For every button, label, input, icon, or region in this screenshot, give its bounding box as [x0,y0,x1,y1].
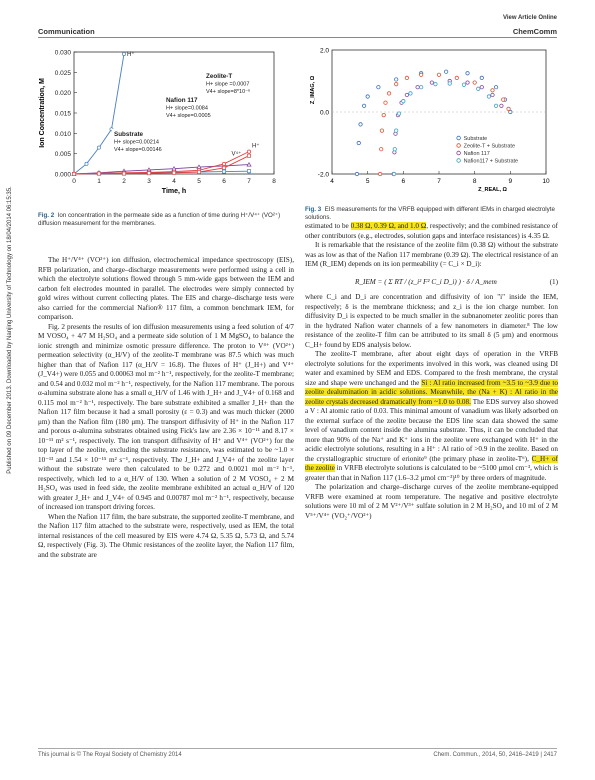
footer-citation: Chem. Commun., 2014, 50, 2416–2419 | 2417 [433,752,557,758]
fig3-caption-label: Fig. 3 [305,206,322,213]
fig3-point [477,87,480,90]
fig2-point [222,162,225,165]
fig3-point [494,86,497,89]
fig3-point [434,82,437,85]
fig3-point [494,104,497,107]
fig3-point [448,82,451,85]
fig3-xtick-label: 8 [472,178,477,185]
fig3-point [430,81,433,84]
fig3-point [377,86,380,89]
fig2-curve-label-v: V⁴⁺ [231,151,242,158]
fig3-point [362,104,365,107]
fig3-caption-text: EIS measurements for the VRFB equipped with different IEMs in charged electrolyte solutions. [305,206,555,221]
fig2-ytick-label: 0.000 [54,171,71,179]
fig3-xtick-label: 5 [365,178,370,185]
fig2-point [85,162,88,165]
fig3-legend-marker [457,159,461,163]
fig3-point [466,81,469,84]
fig3-point [437,73,440,76]
fig2-annot-nafion: Nafion 117 [166,97,198,104]
header-rule [38,37,557,38]
fig3-point [378,172,381,175]
fig3-legend-entry: Substrate [463,136,488,142]
footer-rule [38,748,557,749]
fig2-point [247,154,250,157]
fig2-curve-label-h: H⁺ [127,52,135,59]
fig2-xlabel: Time, h [161,188,187,195]
fig3-point [409,92,412,95]
fig3-point [393,148,396,151]
right-para-1-b: , respectively; and the combined resistance of other contributors (e.g., electrodes, solution gaps and interface resistances) is 4.35 Ω. [305,222,558,240]
fig2-xtick-label: 3 [147,178,151,185]
fig2-point [97,172,100,175]
left-para-1: The H⁺/V⁴⁺ (VO²⁺) ion diffusion, electrochemical impedance spectroscopy (EIS), RFB polarization, and charge–discharge measurements were performed using a cell in which the electrolyte solutions flowed through 5 mm-wide gaps between the IEM and carbon felt electrodes mounted in parallel. The electrodes were simply connected by gold wires without current collecting plates. The EIS and charge–discharge tests were also carried for the commercial Nafion® 117 film, a common benchmark IEM, for comparison. [38,256,294,321]
fig2-xtick-label: 5 [197,178,201,185]
fig3-point [397,112,400,115]
fig2-point [222,170,225,173]
fig3-svg [304,44,560,199]
fig2-caption-label: Fig. 2 [38,212,55,219]
right-para-4-a: The zeolite-T membrane, after about eight days of operation in the VRFB electrolyte solutions for the experiments involved in this work, was cleaned using DI water and examined by SEM and EDS. Compared to the fresh membrane, the crystal size and shape were unchanged and the [305,350,558,387]
fig2-point [222,166,225,169]
left-column [38,256,294,560]
right-para-4-b: The EDS survey also showed a V : Al atomic ratio of 0.03. This minimal amount of vanadium was likely adsorbed on the external surface of the zeolite because the EDS line scan data showed the same level of vanadium content inside the alumina substrate. Thus, it can be concluded that more than 90% of the Na⁺ and K⁺ ions in the zeolite were exchanged with H⁺ in the acidic electrolyte solutions, resulting in a H⁺ : Al ratio of >0.9 in the zeolite. Based on the crystallographic structure of erionite⁹ (the primary phase in zeolite-T⁶), [305,397,559,463]
fig3-point [387,92,390,95]
highlight-ratio: Si : Al ratio increased from ~3.5 to ~3.9 due to zeolite dealumination in acidic solutions. Meanwhile, the (Na + K) : Al ratio in the zeolite crystals decreased dramatically from ~1.0 to 0.08. [305,378,558,406]
right-para-4-c: in VRFB electrolyte solutions is calculated to be ~5100 μmol cm⁻³, which is greater than that in Nafion 117 (1.6–3.2 μmol cm⁻³)¹⁰ by three orders of magnitude. [305,464,558,482]
fig2-annot-substrate: H+ slope=0.00214 [114,139,159,146]
highlight-concentration: C_H+ of the zeolite [305,454,558,472]
fig2-xtick-label: 8 [272,178,276,185]
left-para-2: Fig. 2 presents the results of ion diffusion measurements using a feed solution of 4/7 M VOSO₄ + 4/7 M H₂SO₄ and a permeate side solution of 1 M MgSO₄ to balance the ionic strength and minimize osmotic pressure difference. The proton to V⁴⁺ (VO²⁺) permeation selectivity (α_H/V) of the zeolite-T membrane was 87.5 which was much higher than that of Nafion 117 (α_H/V = 16.8). The fluxes of H⁺ (J_H+) and V⁴⁺ (J_V4+) were 0.055 and 0.00063 mol m⁻² h⁻¹, respectively, for the zeolite-T membrane; and 0.54 and 0.032 mol m⁻² h⁻¹, respectively, for the Nafion 117 membrane. The porous α-alumina substrate alone has a small α_H/V of 1.46 with J_H+ and J_V4+ of 0.168 and 0.115 mol m⁻² h⁻¹, respectively. The bare substrate exhibited a smaller J_H+ than the Nafion 117 film because it had a small porosity (ε = 0.3) and was much thicker (2000 μm) than the Nafion film (180 μm). The transport diffusivity of H⁺ in the Nafion 117 and porous α-alumina substrates obtained using Fick's law are 2.36 × 10⁻¹¹ and 8.17 × 10⁻¹¹ m² s⁻¹, respectively. The ion transport diffusivity of H⁺ and V⁴⁺ (VO²⁺) for the top layer of the zeolite, excluding the substrate resistance, was estimated to be ~1.0 × 10⁻¹³ and 1.54 × 10⁻¹⁵ m² s⁻¹, respectively. The J_H+ and J_V4+ of the zeolite layer without the substrate were then calculated to be 0.272 and 0.0021 mol m⁻² h⁻¹, respectively, which led to a α_H/V of 130. When a solution of 2 M VOSO₄ + 2 M H₂SO₄ was used in feed side, the zeolite membrane exhibited an actual α_H/V of 120 with greater J_H+ and J_V4+ of 0.945 and 0.00787 mol m⁻² h⁻¹, respectively, because of increased ion transport driving forces. [38,322,294,511]
fig2-annot-nafion: V4+ slope=0.0005 [166,113,211,119]
right-para-4 [305,350,558,483]
fig3-legend-marker [457,136,461,140]
fig3-point [395,78,398,81]
fig2-caption-text: Ion concentration in the permeate side as a function of time during H⁺/V⁴⁺ (VO²⁺) diffusion measurement for the membranes. [38,212,281,227]
fig3-point [416,86,419,89]
fig3-point [491,93,494,96]
fig2-point [147,172,150,175]
right-column [305,222,558,521]
fig3-point [355,172,358,175]
fig3-legend-entry: Zeolite-T + Substrate [463,143,516,150]
fig3-point [502,98,505,101]
highlight-resistances: 0.38 Ω, 0.39 Ω, and 1.0 Ω [350,222,427,230]
fig2-point [122,52,125,55]
right-para-1 [305,222,558,241]
fig2-point [247,150,250,153]
fig2-ytick-label: 0.005 [54,151,71,159]
fig3-legend-marker [457,144,461,148]
fig2-xtick-label: 2 [122,178,126,185]
fig3-ylabel: Z_IMAG, Ω [310,75,316,105]
fig2-series-line [74,54,124,174]
fig2-annot-zeolite: Zeolite-T [206,73,233,80]
fig2-point [197,165,201,169]
equation-1-number: (1) [549,277,558,286]
fig3-legend-marker [457,151,461,155]
fig3-point [444,70,447,73]
fig2-ytick-label: 0.015 [54,110,71,118]
fig3-ytick-label: 2.0 [319,47,329,55]
fig2-point [72,172,75,175]
fig2-xtick-label: 1 [97,178,101,185]
fig3-point [500,104,503,107]
fig2-annot-substrate: Substrate [114,131,144,138]
fig3-xtick-label: 6 [401,178,406,185]
fig3-xlabel: Z_REAL, Ω [478,187,507,193]
fig2-chart [36,44,298,204]
fig3-point [380,148,383,151]
view-article-online-link[interactable]: View Article Online [502,15,557,21]
fig3-legend-entry: Nafion117 + Substrate [463,158,519,165]
fig3-point [357,141,360,144]
fig2-point [197,170,200,173]
fig3-point [384,101,387,104]
fig3-point [359,123,362,126]
fig2-svg [36,44,298,204]
fig3-point [395,82,398,85]
fig2-annot-zeolite: V4+ slope=8*10⁻⁶ [206,89,251,95]
fig2-annot-zeolite: H+ slope =0.0007 [206,81,250,88]
fig3-point [392,172,395,175]
fig2-annot-substrate: V4+ slope=0.00146 [114,147,162,153]
fig2-point [172,171,175,174]
fig2-xtick-label: 6 [222,178,226,185]
right-para-1-a: estimated to be [305,222,351,230]
fig2-xtick-label: 0 [72,178,76,185]
fig3-point [462,83,465,86]
fig3-point [405,93,408,96]
fig3-point [402,99,405,102]
fig3-point [419,73,422,76]
fig3-point [480,86,483,89]
fig2-point [122,172,125,175]
equation-1-body: R_IEM = ( Σ RT / (z_i² F² C_i D_i) ) · δ / A_mem [355,277,497,286]
section-label: Communication [38,27,95,36]
fig3-point [366,95,369,98]
fig3-chart [304,44,560,199]
publication-sidebar [4,80,16,580]
fig3-point [466,72,469,75]
fig2-point [97,146,100,149]
fig2-ytick-label: 0.010 [54,130,71,138]
fig3-point [405,76,408,79]
fig3-xtick-label: 4 [330,178,334,185]
fig2-xtick-label: 7 [247,178,251,185]
fig2-ylabel: Ion Concentration, M [39,78,46,148]
journal-name: ChemComm [512,27,557,36]
fig2-point [247,170,250,173]
footer-copyright: This journal is © The Royal Society of Chemistry 2014 [38,752,182,758]
fig3-point [480,76,483,79]
fig2-xtick-label: 4 [172,178,176,185]
fig2-caption [38,212,294,228]
fig3-point [487,95,490,98]
right-para-3: where C_i and D_i are concentration and diffusivity of ion "i" inside the IEM, respectively; δ is the membrane thickness; and z_i is the ion charge number. Ion diffusivity D_i is expected to be much smaller in the subnanometer zeolitic pores than in the hydrated Nafion water channels of a few nanometers in diameter.⁸ The low resistance of the zeolite-T film can be attributed to its small δ (5 μm) and enormous C_H+ found by EDS analysis below. [305,293,558,349]
fig3-point [455,76,458,79]
fig2-annot-nafion: H+ slope=0.0084 [166,105,208,112]
right-para-5: The polarization and charge–discharge curves of the zeolite membrane-equipped VRFB were examined at room temperature. The negative and positive electrolyte solutions were 10 ml of 2 M V²⁺/V³⁺ sulfate solution in 2 M H₂SO₄ and 10 ml of 2 M V⁵⁺/V⁴⁺ (VO₂⁺/VO²⁺) [305,483,558,520]
fig2-ytick-label: 0.020 [54,90,71,98]
fig3-point [473,81,476,84]
fig2-ytick-label: 0.025 [54,69,71,77]
published-note: Published on 09 December 2013. Downloaded by Nanjing University of Technology on 18/04/2014 06:15:35. [7,186,13,474]
fig3-caption [305,206,557,222]
fig3-ytick-label: -2.0 [317,171,329,179]
fig3-point [491,89,494,92]
fig3-xtick-label: 10 [542,178,550,185]
fig3-point [419,86,422,89]
equation-1 [305,278,558,288]
fig3-xtick-label: 9 [508,178,513,185]
fig3-ytick-label: 0.0 [319,109,329,117]
fig2-point [247,163,251,167]
fig3-xtick-label: 7 [437,178,441,185]
fig3-point [382,113,385,116]
fig2-ytick-label: 0.030 [54,49,71,57]
fig3-point [380,129,383,132]
fig2-curve-label-h2: H⁺ [252,143,260,150]
fig3-point [507,107,510,110]
right-para-2: It is remarkable that the resistance of the zeolite film (0.38 Ω) without the substrate was as low as that of the Nafion 117 membrane (0.39 Ω). The electrical resistance of an IEM (R_IEM) depends on its ion permeability (= C_i × D_i): [305,241,558,268]
left-para-3: When the Nafion 117 film, the bare substrate, the supported zeolite-T membrane, and the Nafion 117 film attached to the substrate were, respectively, used as IEM, the total internal resistances of the cell measured by EIS were 4.74 Ω, 5.35 Ω, 5.73 Ω, and 5.74 Ω, respectively (Fig. 3). The Ohmic resistances of the zeolite layer, the Nafion 117 film, and the substrate are [38,512,294,559]
fig3-legend-entry: Nafion 117 [463,151,490,157]
fig3-point [395,129,398,132]
